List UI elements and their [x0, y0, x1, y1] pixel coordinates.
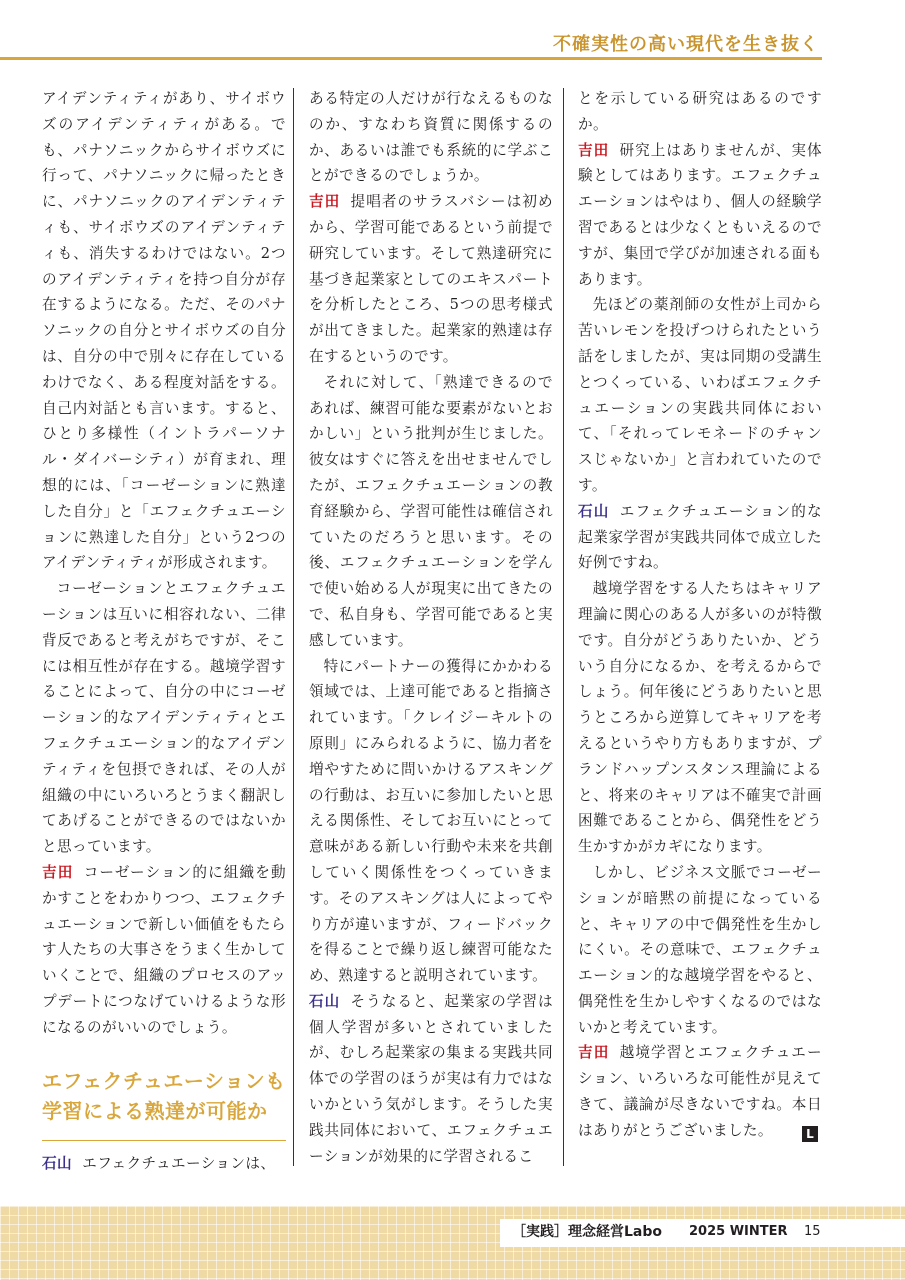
paragraph: しかし、ビジネス文脈でコーゼーションが暗黙の前提になっていると、キャリアの中で偶発性を生かしにくい。その意味で、エフェクチュエーション的な越境学習をやると、偶発性を生かしやすくなるのではないかと考えています。: [578, 863, 822, 1036]
paragraph: ある特定の人だけが行なえるものなのか、すなわち資質に関係するのか、あるいは誰でも系統的に学ぶことができるのでしょうか。: [309, 90, 553, 185]
speaker-label-yoshida: 吉田: [42, 863, 74, 881]
footer-issue: 2025 WINTER: [689, 1224, 788, 1239]
dialogue-paragraph: [578, 499, 822, 576]
paragraph: 越境学習をする人たちはキャリア理論に関心のある人が多いのが特徴です。自分がどうありたいか、どういう自分になるか、を考えるからでしょう。何年後にどうありたいと思うところから逆算してキャリアを考えるというやり方もありますが、プランドハップンスタンス理論によると、将来のキャリアは不確実で計画困難であることから、偶発性をどう生かすかがカギになります。: [578, 580, 822, 856]
paragraph: アイデンティティがあり、サイボウズのアイデンティティがある。でも、パナソニックからサイボウズに行って、パナソニックに帰ったときに、パナソニックのアイデンティティも、サイボウズのアイデンティティも、消失するわけではない。2つのアイデンティティを持つ自分が存在するようになる。ただ、そのパナソニックの自分とサイボウズの自分は、自分の中で別々に存在しているわけでなく、ある程度対話をする。自己内対話とも言います。すると、ひとり多様性（イントラパーソナル・ダイバーシティ）が育まれ、理想的には、「コーゼーションに熟達した自分」と「エフェクチュエーションに熟達した自分」という2つのアイデンティティが形成されます。: [42, 90, 286, 572]
dialogue-text: コーゼーション的に組織を動かすことをわかりつつ、エフェクチュエーションで新しい価値をもたらす人たちの大事さをうまく生かしていくことで、組織のプロセスのアップデートにつなげていけるような形になるのがいいのでしょう。: [42, 863, 286, 1036]
speaker-label-yoshida: 吉田: [578, 141, 610, 159]
paragraph: 特にパートナーの獲得にかかわる領域では、上達可能であると指摘されています。「クレイジーキルトの原則」にみられるように、協力者を増やすために問いかけるアスキングの行動は、お互いに参加したいと思える関係性、そしてお互いにとって意味がある新しい行動や未来を共創していく関係性をつくっていきます。そのアスキングは人によってやり方が違いますが、フィードバックを得ることで繰り返し練習可能なため、熟達すると説明されています。: [309, 657, 553, 985]
paragraph: とを示している研究はあるのですか。: [578, 90, 822, 133]
header-rule: [0, 57, 822, 60]
running-header-title: 不確実性の高い現代を生き抜く: [553, 34, 819, 55]
column-divider: [293, 88, 294, 1166]
dialogue-paragraph: [309, 989, 553, 1170]
speaker-label-ishiyama: 石山: [42, 1155, 72, 1173]
article-end-mark-icon: L: [802, 1126, 818, 1142]
dialogue-paragraph: [42, 1151, 286, 1177]
page-number: 15: [804, 1224, 821, 1239]
column-divider: [563, 88, 564, 1166]
dialogue-text: エフェクチュエーションは、: [82, 1155, 276, 1173]
dialogue-text: そうなると、起業家の学習は個人学習が多いとされていましたが、むしろ起業家の集まる実践共同体での学習のほうが実は有力ではないかという気がします。そうした実践共同体において、エフェクチュエーションが効果的に学習されるこ: [309, 992, 553, 1165]
speaker-label-ishiyama: 石山: [309, 992, 341, 1010]
dialogue-paragraph: [578, 138, 822, 293]
dialogue-text: エフェクチュエーション的な起業家学習が実践共同体で成立した好例ですね。: [578, 502, 822, 572]
heading-rule: [42, 1140, 286, 1141]
speaker-label-yoshida: 吉田: [578, 1044, 610, 1062]
footer-magazine-title: ［実践］理念経営Labo: [512, 1224, 663, 1240]
dialogue-text: 越境学習とエフェクチュエーション、いろいろな可能性が見えてきて、議論が尽きないですね。本日はありがとうございました。: [578, 1044, 822, 1139]
dialogue-paragraph: [309, 189, 553, 370]
dialogue-paragraph: [42, 860, 286, 1041]
article-column-3: [578, 86, 822, 1144]
dialogue-paragraph: [578, 1040, 822, 1143]
dialogue-text: 研究上はありませんが、実体験としてはあります。エフェクチュエーションはやはり、個人の経験学習であるとは少なくともいえるのですが、集団で学びが加速される面もあります。: [578, 141, 822, 288]
article-column-1: [42, 86, 286, 1177]
article-column-2: [309, 86, 553, 1169]
paragraph: それに対して、「熟達できるのであれば、練習可能な要素がないとおかしい」という批判が生じました。彼女はすぐに答えを出せませんでしたが、エフェクチュエーションの教育経験から、学習可能性は確信されていたのだろうと思います。その後、エフェクチュエーションを学んで使い始める人が現実に出てきたので、私自身も、学習可能であると実感しています。: [309, 373, 553, 649]
section-heading: エフェクチュエーションも学習による熟達が可能か: [42, 1069, 286, 1124]
paragraph: コーゼーションとエフェクチュエーションは互いに相容れない、二律背反であると考えがちですが、そこには相互性が存在する。越境学習することによって、自分の中にコーゼーション的なアイデンティティとエフェクチュエーション的なアイデンティティを包摂できれば、その人が組織の中にいろいろとうまく翻訳してあげることができるのではないかと思っています。: [42, 580, 286, 856]
dialogue-text: 提唱者のサラスバシーは初めから、学習可能であるという前提で研究しています。そして熟達研究に基づき起業家としてのエキスパートを分析したところ、5つの思考様式が出てきました。起業家的熟達は存在するというのです。: [309, 193, 553, 365]
speaker-label-ishiyama: 石山: [578, 502, 610, 520]
speaker-label-yoshida: 吉田: [309, 193, 341, 211]
paragraph: 先ほどの薬剤師の女性が上司から苦いレモンを投げつけられたという話をしましたが、実は同期の受講生とつくっている、いわばエフェクチュエーションの実践共同体において、「それってレモネードのチャンスじゃないか」と言われていたのです。: [578, 296, 822, 494]
